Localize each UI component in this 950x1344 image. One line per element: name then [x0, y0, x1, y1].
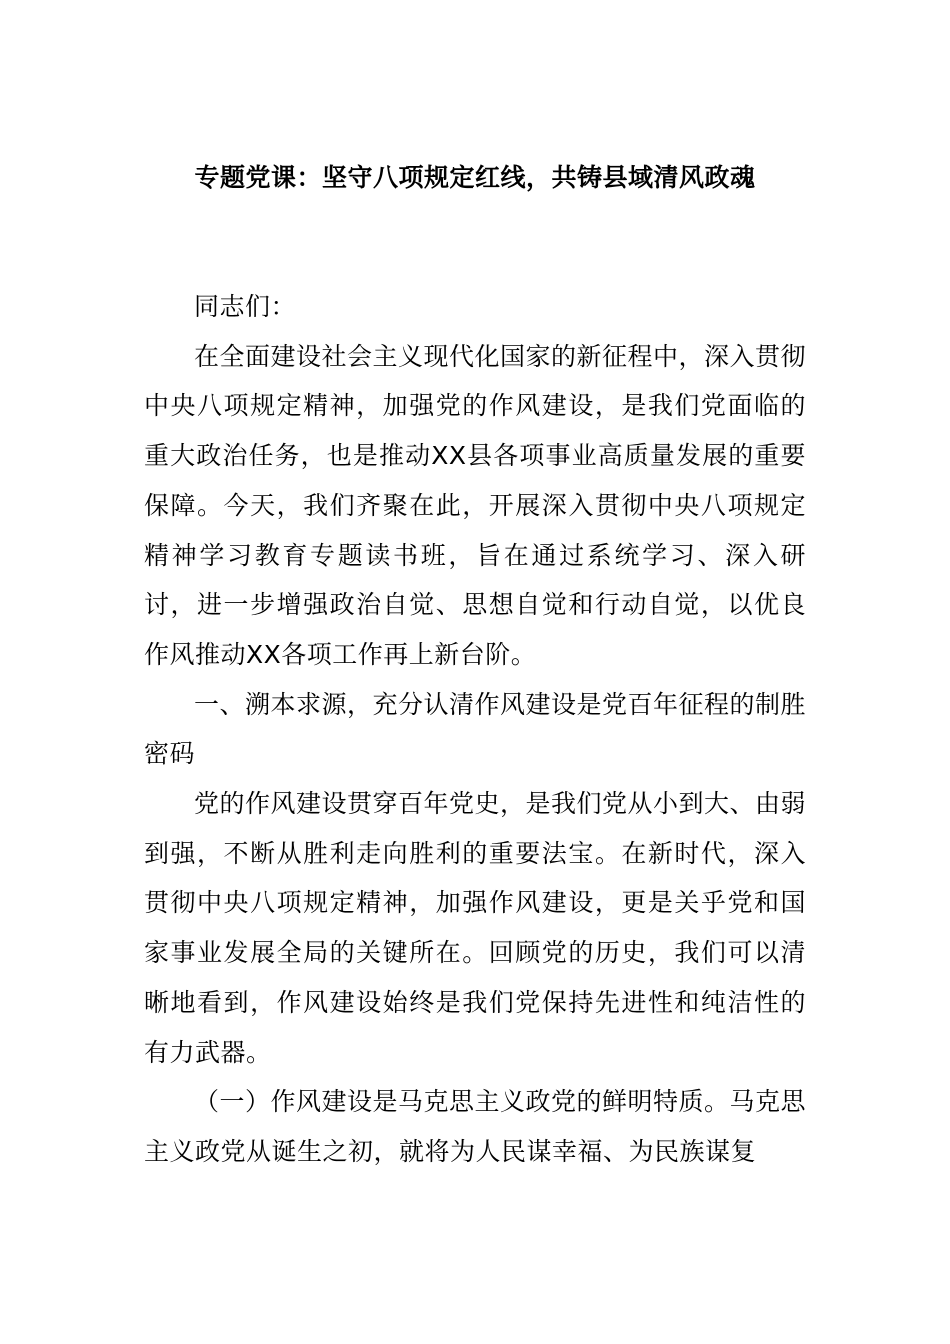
document-body — [144, 282, 806, 1177]
paragraph-intro: 在全面建设社会主义现代化国家的新征程中，深入贯彻中央八项规定精神，加强党的作风建设，是我们党面临的重大政治任务，也是推动XX县各项事业高质量发展的重要保障。今天，我们齐聚在此，开展深入贯彻中央八项规定精神学习教育专题读书班，旨在通过系统学习、深入研讨，进一步增强政治自觉、思想自觉和行动自觉，以优良作风推动XX各项工作再上新台阶。 — [144, 341, 807, 669]
section-heading-1: 一、溯本求源，充分认清作风建设是党百年征程的制胜密码 — [144, 689, 807, 769]
paragraph-section-1: 党的作风建设贯穿百年党史，是我们党从小到大、由弱到强，不断从胜利走向胜利的重要法宝。在新时代，深入贯彻中央八项规定精神，加强作风建设，更是关乎党和国家事业发展全局的关键所在。回顾党的历史，我们可以清晰地看到，作风建设始终是我们党保持先进性和纯洁性的有力武器。 — [144, 789, 807, 1067]
document-title: 专题党课：坚守八项规定红线，共铸县域清风政魂 — [194, 163, 756, 192]
subsection-1-paragraph: （一）作风建设是马克思主义政党的鲜明特质。马克思主义政党从诞生之初，就将为人民谋幸福、为民族谋复 — [144, 1087, 807, 1166]
salutation: 同志们： — [194, 292, 297, 321]
